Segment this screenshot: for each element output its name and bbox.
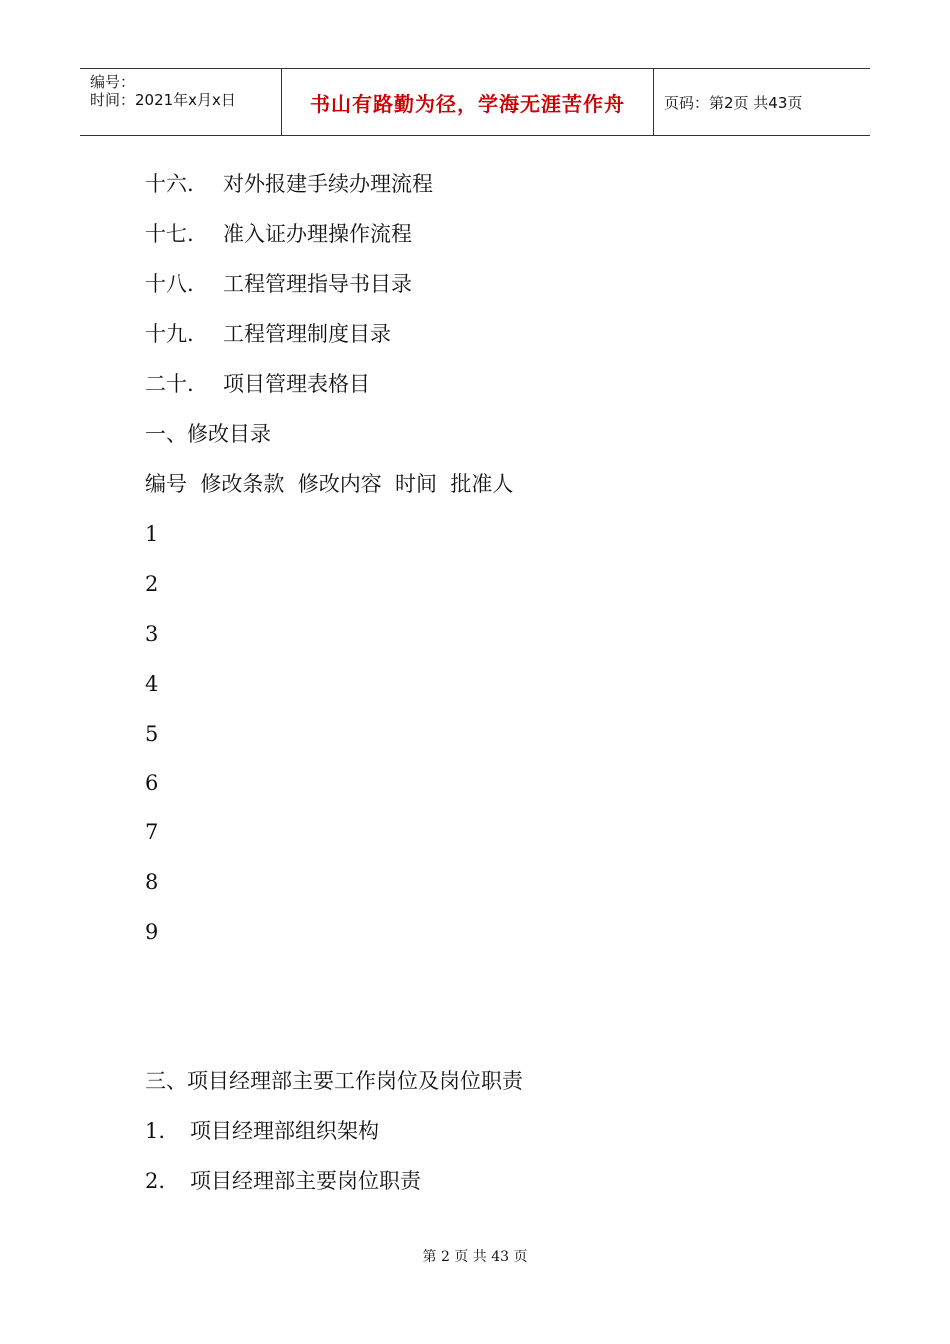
page-header — [80, 68, 870, 136]
toc-item — [145, 172, 433, 196]
header-meta — [80, 69, 282, 135]
revision-row-number: 9 — [145, 920, 159, 944]
revision-row-number: 2 — [145, 572, 159, 596]
revision-row-number: 8 — [145, 870, 159, 894]
toc-item — [145, 222, 412, 246]
revision-columns: 编号 修改条款 修改内容 时间 批准人 — [145, 472, 514, 496]
toc-item-title: 工程管理制度目录 — [223, 322, 391, 346]
header-page-info: 页码：第2页 共43页 — [664, 93, 803, 112]
toc-item-title: 准入证办理操作流程 — [223, 222, 412, 246]
toc-item-number: 十九. — [145, 322, 194, 346]
section-item-number: 2. — [145, 1169, 166, 1193]
toc-item — [145, 322, 391, 346]
toc-item-number: 十八. — [145, 272, 194, 296]
header-motto: 书山有路勤为径，学海无涯苦作舟 — [282, 69, 654, 135]
revision-heading: 一、修改目录 — [145, 422, 271, 446]
page-footer: 第 2 页 共 43 页 — [422, 1249, 528, 1265]
toc-item — [145, 372, 370, 396]
revision-row-number: 3 — [145, 622, 159, 646]
revision-row-number: 4 — [145, 672, 159, 696]
toc-item — [145, 272, 412, 296]
document-number-label: 编号： — [90, 73, 136, 91]
section-heading: 三、项目经理部主要工作岗位及岗位职责 — [145, 1069, 523, 1093]
revision-row-number: 6 — [145, 771, 159, 795]
section-item — [145, 1119, 379, 1143]
revision-row-number: 5 — [145, 722, 159, 746]
toc-item-title: 项目管理表格目 — [223, 372, 370, 396]
document-time-label: 时间：2021年x月x日 — [90, 91, 236, 109]
toc-item-number: 十六. — [145, 172, 194, 196]
section-item-title: 项目经理部主要岗位职责 — [190, 1169, 421, 1193]
toc-item-title: 对外报建手续办理流程 — [223, 172, 433, 196]
toc-item-number: 二十. — [145, 372, 194, 396]
section-item — [145, 1169, 421, 1193]
section-item-title: 项目经理部组织架构 — [190, 1119, 379, 1143]
section-item-number: 1. — [145, 1119, 166, 1143]
toc-item-number: 十七. — [145, 222, 194, 246]
revision-row-number: 7 — [145, 820, 159, 844]
toc-item-title: 工程管理指导书目录 — [223, 272, 412, 296]
revision-row-number: 1 — [145, 522, 159, 546]
